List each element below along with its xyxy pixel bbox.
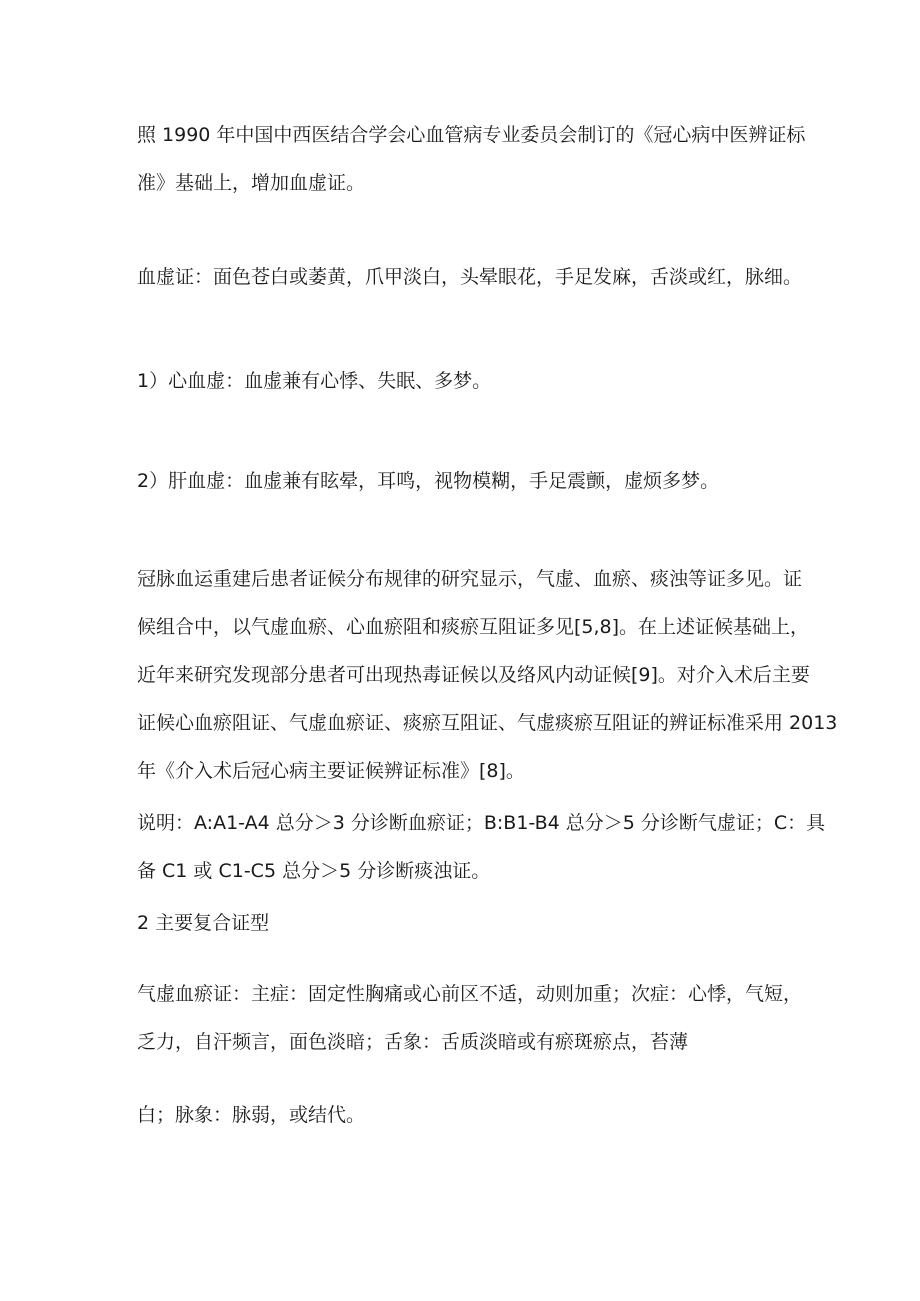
syndrome-research-line-1: 冠脉血运重建后患者证候分布规律的研究显示，气虚、血瘀、痰浊等证多见。证 <box>137 568 803 590</box>
syndrome-research-line-4: 证候心血瘀阻证、气虚血瘀证、痰瘀互阻证、气虚痰瘀互阻证的辨证标准采用 2013 <box>137 712 838 734</box>
syndrome-research-line-5: 年《介入术后冠心病主要证候辨证标准》[8]。 <box>137 760 525 782</box>
heart-blood-deficiency-item: 1）心血虚：血虚兼有心悸、失眠、多梦。 <box>137 370 492 392</box>
section-heading: 2 主要复合证型 <box>137 912 270 934</box>
qi-deficiency-blood-stasis-line-2: 乏力，自汗频言，面色淡暗；舌象：舌质淡暗或有瘀斑瘀点，苔薄 <box>137 1031 689 1053</box>
syndrome-research-line-2: 候组合中，以气虚血瘀、心血瘀阻和痰瘀互阻证多见[5,8]。在上述证候基础上， <box>137 616 810 638</box>
syndrome-research-line-3: 近年来研究发现部分患者可出现热毒证候以及络风内动证候[9]。对介入术后主要 <box>137 664 810 686</box>
qi-deficiency-blood-stasis-line-1: 气虚血瘀证：主症：固定性胸痛或心前区不适，动则加重；次症：心悸，气短， <box>137 983 803 1005</box>
paragraph-intro-line-1: 照 1990 年中国中西医结合学会心血管病专业委员会制订的《冠心病中医辨证标 <box>137 124 806 146</box>
paragraph-intro-line-2: 准》基础上，增加血虚证。 <box>137 172 366 194</box>
blood-deficiency-definition: 血虚证：面色苍白或萎黄，爪甲淡白，头晕眼花，手足发麻，舌淡或红，脉细。 <box>137 266 803 288</box>
liver-blood-deficiency-item: 2）肝血虚：血虚兼有眩晕，耳鸣，视物模糊，手足震颤，虚烦多梦。 <box>137 470 720 492</box>
explanation-line-2: 备 C1 或 C1-C5 总分＞5 分诊断痰浊证。 <box>137 860 491 882</box>
qi-deficiency-blood-stasis-line-3: 白；脉象：脉弱，或结代。 <box>137 1104 366 1126</box>
explanation-line-1: 说明：A:A1-A4 总分＞3 分诊断血瘀证；B:B1-B4 总分＞5 分诊断气虚证；C：具 <box>137 812 826 834</box>
